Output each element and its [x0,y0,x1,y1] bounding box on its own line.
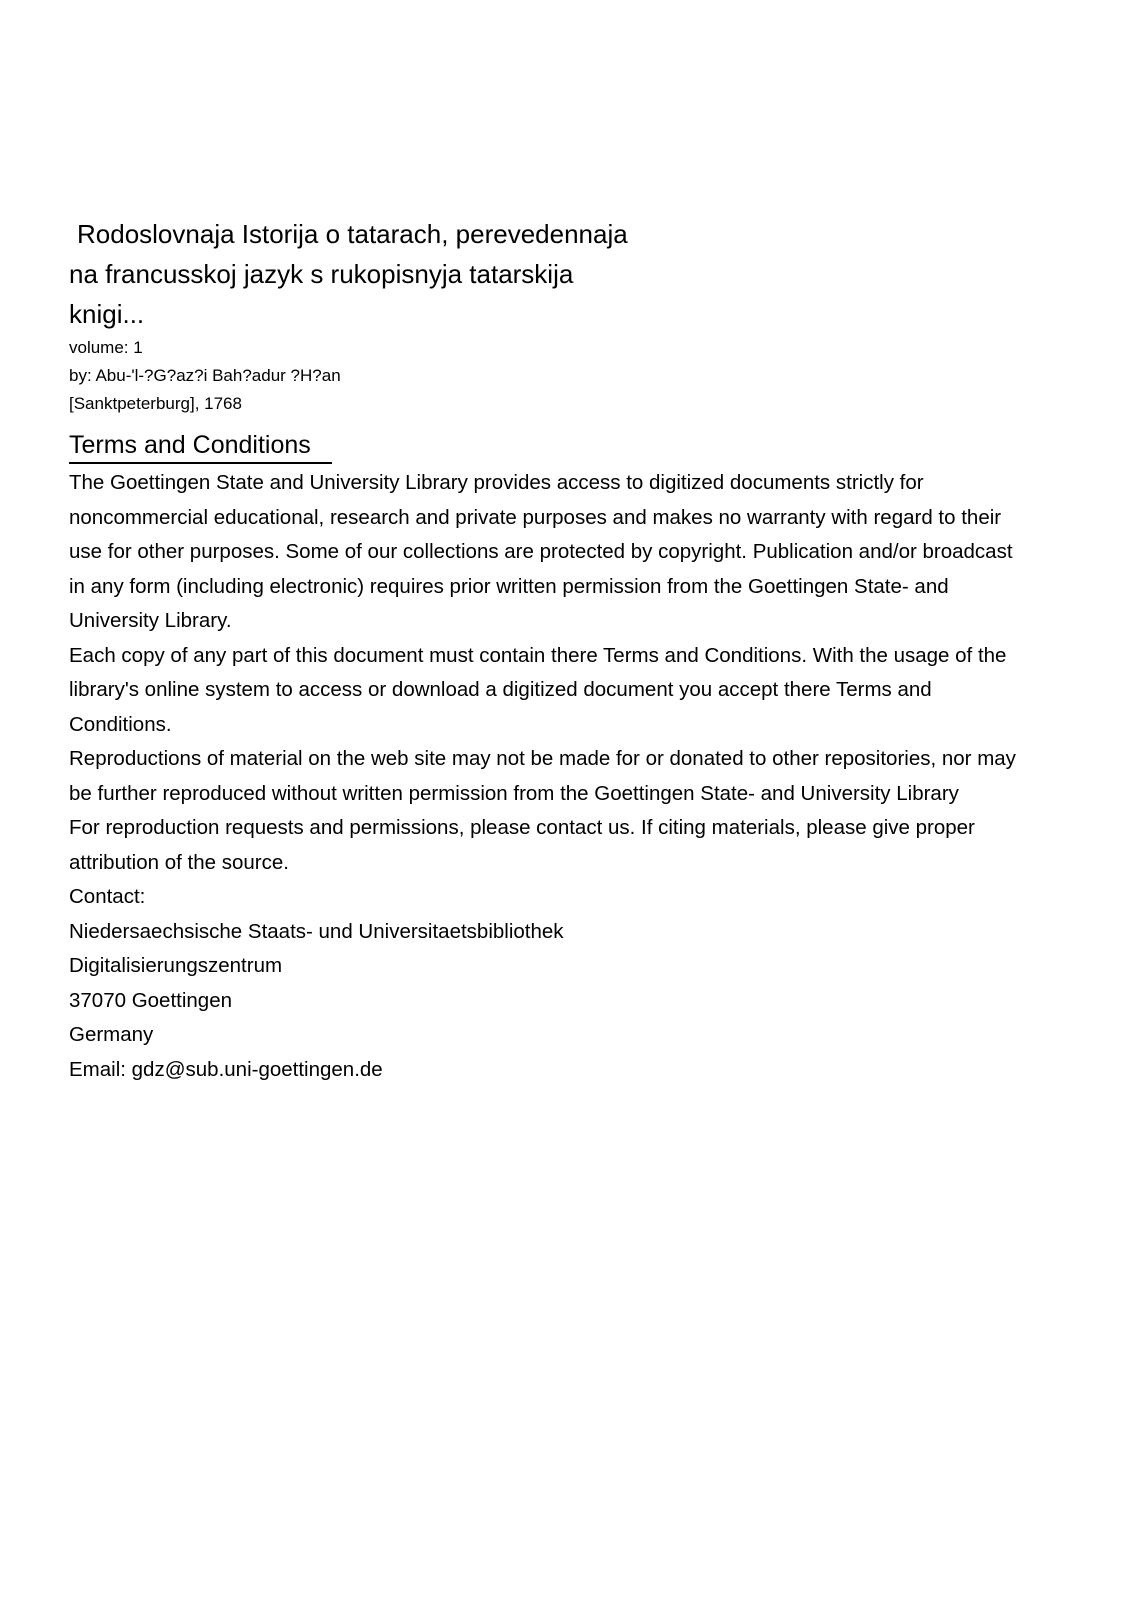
contact-city: 37070 Goettingen [69,988,232,1012]
terms-heading-underline [69,462,332,464]
terms-paragraph-4: For reproduction requests and permissions, please contact us. If citing materials, please give proper attribution of the source. [69,816,975,874]
terms-body [69,466,1029,1087]
document-title-line-3: knigi... [69,299,145,329]
terms-heading: Terms and Conditions [69,431,311,459]
terms-paragraph-1: The Goettingen State and University Library provides access to digitized documents strictly for noncommercial educational, research and private purposes and makes no warranty with regard to their use for other purposes. Some of our collections are protected by copyright. Publication and/or broadcast in any form (including electronic) requires prior written permission from the Goettingen State- and University Library. [69,471,1013,632]
volume-label: volume: 1 [69,338,143,357]
document-title-line-2: na francusskoj jazyk s rukopisnyja tatarskija [69,259,574,289]
terms-paragraph-2: Each copy of any part of this document must contain there Terms and Conditions. With the usage of the library's online system to access or download a digitized document you accept there Terms and Conditions. [69,643,1007,736]
title-block [69,214,689,418]
document-title-line-1: Rodoslovnaja Istorija o tatarach, perevedennaja [77,219,628,249]
contact-email: Email: gdz@sub.uni-goettingen.de [69,1057,383,1081]
contact-label: Contact: [69,885,146,908]
terms-paragraph-3: Reproductions of material on the web site may not be made for or donated to other repositories, nor may be further reproduced without written permission from the Goettingen State- and University Library [69,747,1016,805]
contact-country: Germany [69,1023,154,1046]
contact-department: Digitalisierungszentrum [69,954,283,977]
imprint-line: [Sanktpeterburg], 1768 [69,394,242,413]
contact-institution: Niedersaechsische Staats- und Universitaetsbibliothek [69,919,564,943]
author-line: by: Abu-'l-?G?az?i Bah?adur ?H?an [69,366,341,385]
